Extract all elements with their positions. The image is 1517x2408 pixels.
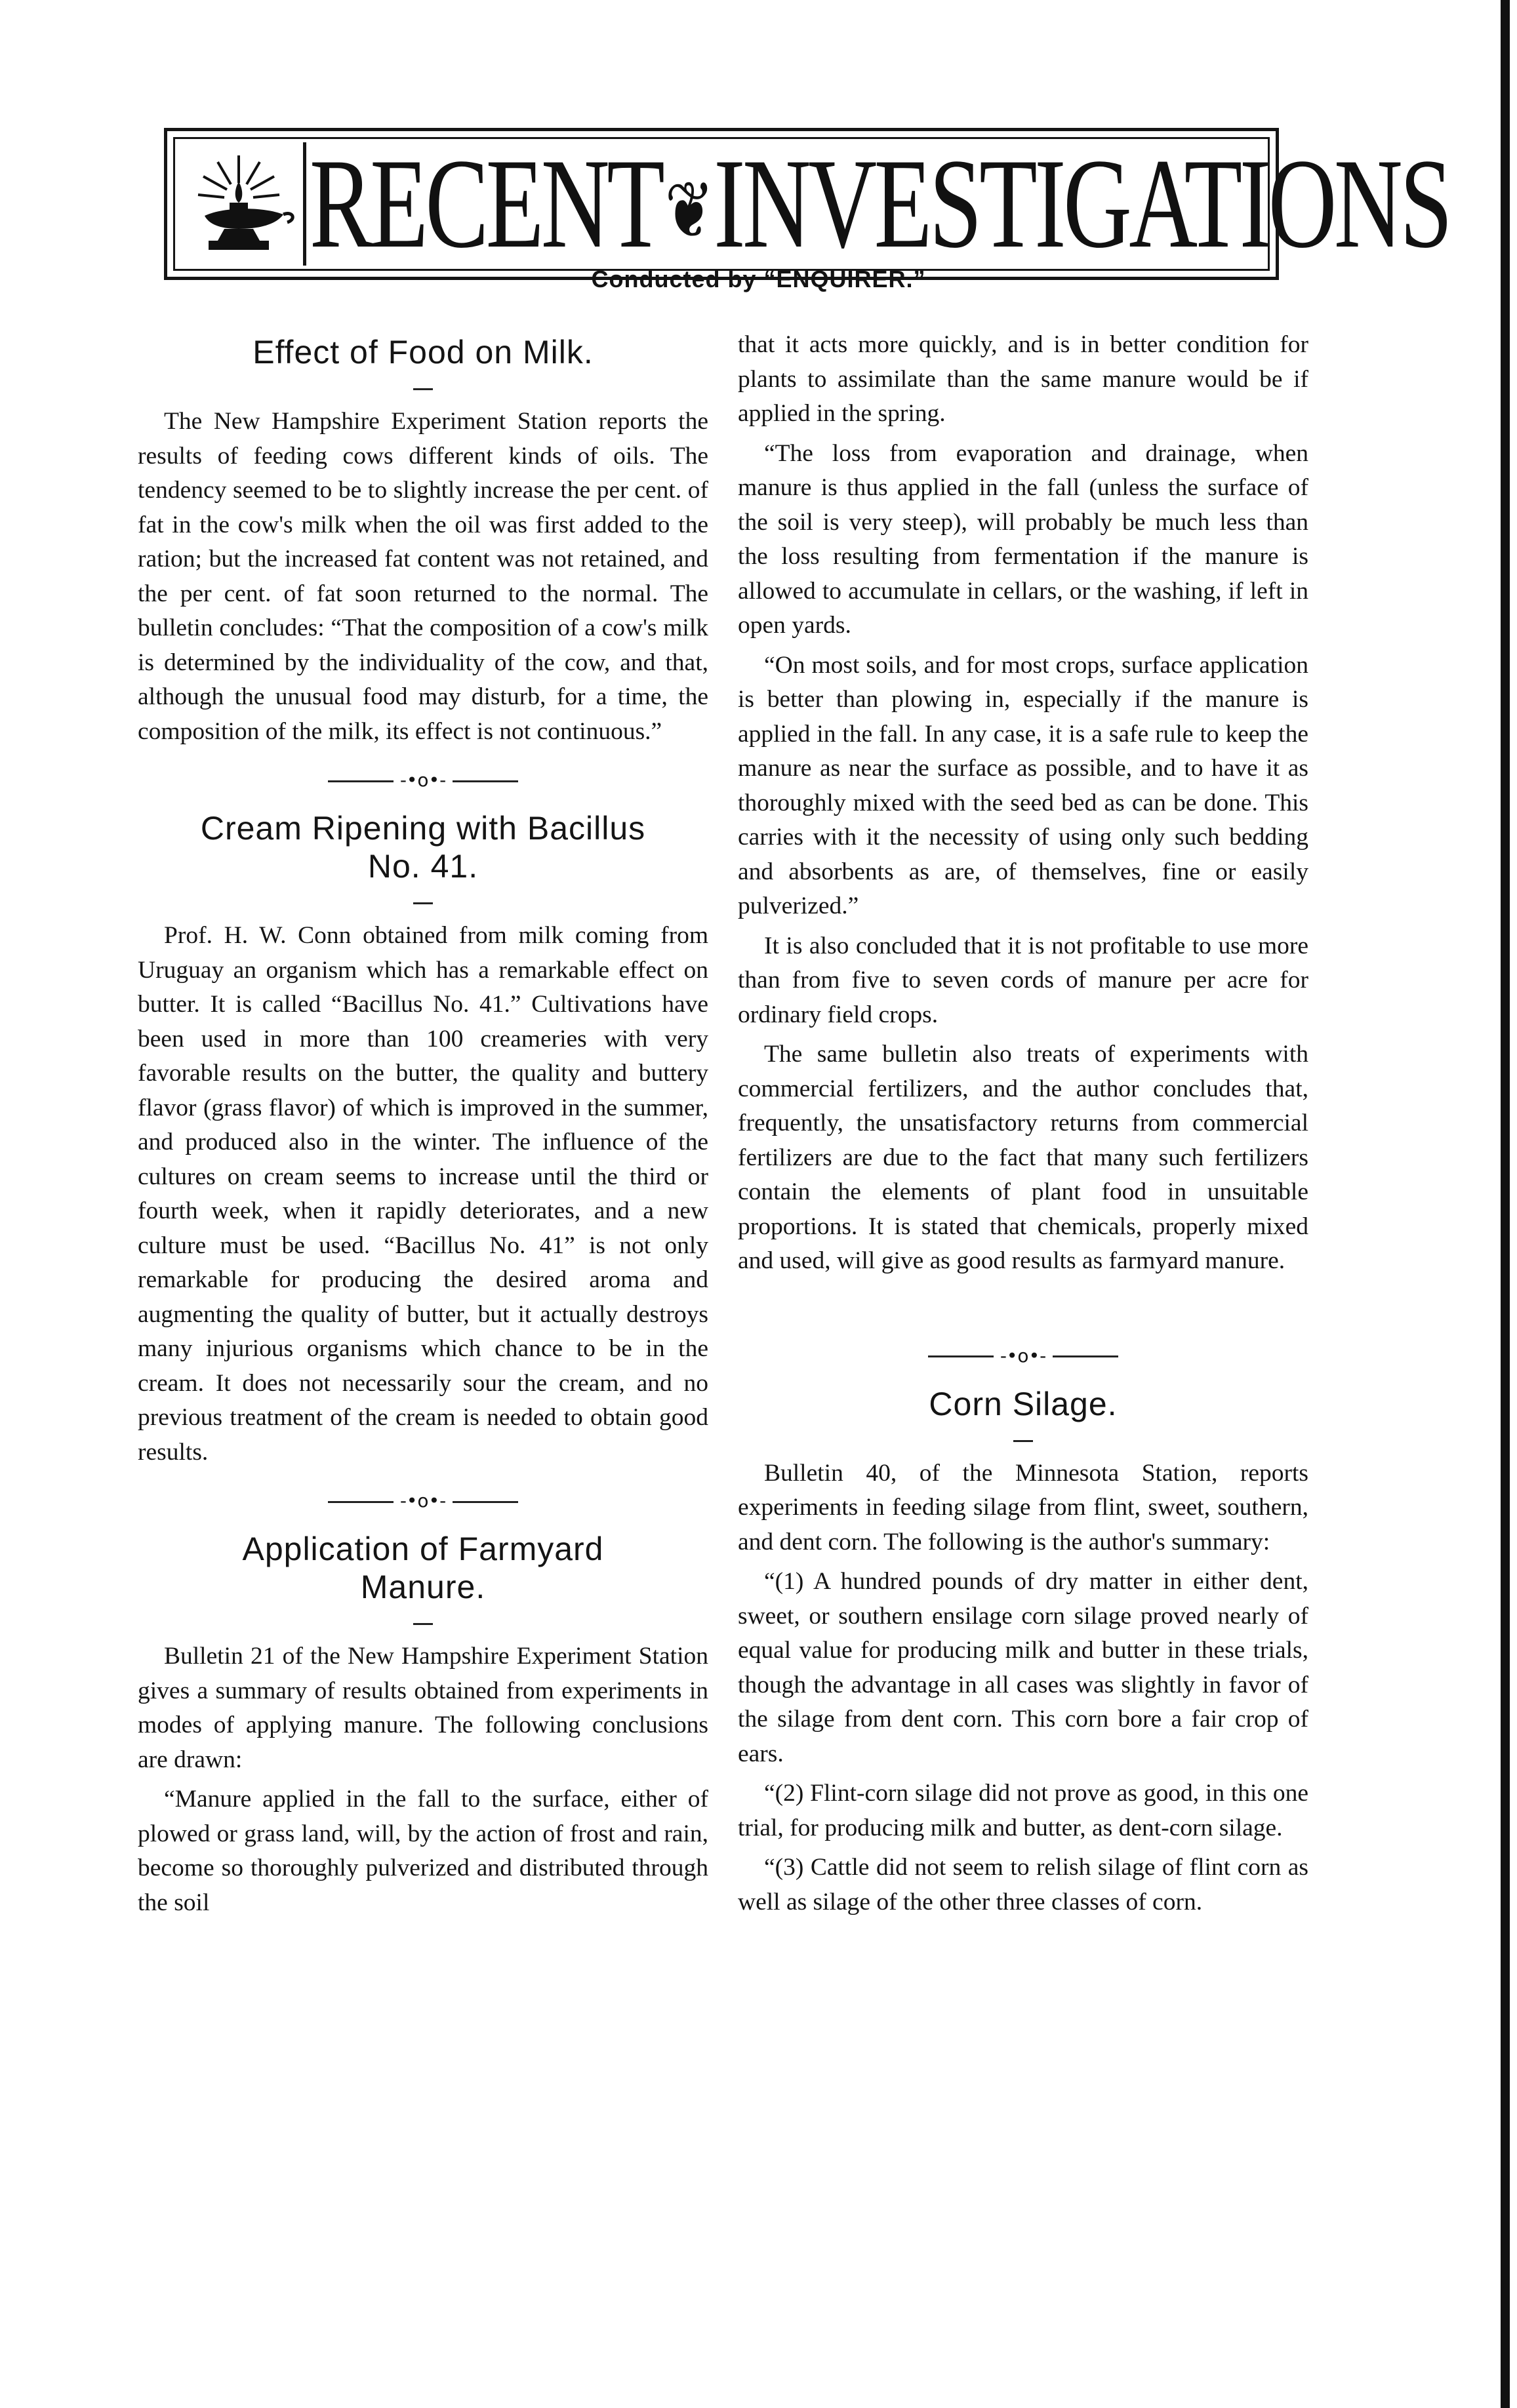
divider-rule	[328, 780, 394, 782]
heading-line: Manure.	[360, 1569, 486, 1605]
divider-rule	[453, 1501, 518, 1503]
masthead-title	[310, 132, 1450, 275]
heading-dash	[1013, 1440, 1033, 1442]
divider-rule	[928, 1355, 994, 1357]
divider-ornament-icon: -•o•-	[399, 1490, 447, 1512]
title-separator-ornament: ❦	[664, 167, 711, 254]
article-paragraph: The same bulletin also treats of experiments with commercial fertilizers, and the author concludes that, frequently, the unsatisfactory returns from commercial fertilizers are due to the fact that many such fertilizers contain the elements of plant food in unsuitable proportions. It is stated that chemicals, properly mixed and used, will give as good results as farmyard manure.	[738, 1041, 1308, 1274]
article-paragraph: “(3) Cattle did not seem to relish silage of flint corn as well as silage of the other three classes of corn.	[738, 1854, 1308, 1916]
left-column	[138, 308, 708, 1920]
divider-rule	[328, 1501, 394, 1503]
article-heading-effect-of-food: Effect of Food on Milk.	[253, 334, 594, 371]
title-part-investigations: INVESTIGATIONS	[714, 132, 1450, 275]
article-paragraph: Bulletin 40, of the Minnesota Station, reports experiments in feeding silage from flint, sweet, southern, and dent corn. The following is the author's summary:	[738, 1459, 1308, 1555]
article-paragraph: Prof. H. W. Conn obtained from milk coming from Uruguay an organism which has a remarkable effect on butter. It is called “Bacillus No. 41.” Cultivations have been used in more than 100 creameries with very favorable results on the butter, the quality and buttery flavor (grass flavor) of which is improved in the summer, and produced also in the winter. The influence of the cultures on cream seems to increase until the third or fourth week, when it rapidly deteriorates, and a new culture must be used. “Bacillus No. 41” is not only remarkable for producing the desired aroma and augmenting the quality of butter, but it actually destroys many injurious organisms which chance to be in the cream. It does not necessarily sour the cream, and no previous treatment of the cream is needed to obtain good results.	[138, 922, 708, 1466]
heading-line: Application of Farmyard	[242, 1531, 604, 1567]
divider-ornament-icon: -•o•-	[1000, 1344, 1047, 1367]
heading-dash	[413, 1623, 433, 1625]
section-divider	[738, 1344, 1308, 1367]
masthead-title-box	[310, 132, 1450, 275]
article-heading-cream-ripening	[138, 809, 708, 885]
article-heading-farmyard-manure	[138, 1530, 708, 1606]
article-paragraph: “(2) Flint-corn silage did not prove as good, in this one trial, for producing milk and butter, as dent-corn silage.	[738, 1780, 1308, 1841]
divider-ornament-icon: -•o•-	[399, 769, 447, 791]
section-divider	[138, 1492, 708, 1510]
conducted-by-line: Conducted by “ENQUIRER.”	[591, 266, 926, 292]
article-paragraph: It is also concluded that it is not profitable to use more than from five to seven cords of manure per acre for ordinary field crops.	[738, 932, 1308, 1028]
page-edge-rule	[1501, 0, 1510, 2408]
heading-line: Cream Ripening with Bacillus	[200, 810, 646, 847]
spacer	[738, 1279, 1308, 1325]
title-part-recent: RECENT	[310, 132, 662, 275]
oil-lamp-icon	[178, 142, 300, 266]
lamp-emblem	[178, 142, 306, 266]
divider-rule	[1053, 1355, 1118, 1357]
masthead	[164, 128, 1450, 280]
heading-dash	[413, 388, 433, 390]
heading-line: No. 41.	[367, 848, 479, 885]
section-divider	[138, 771, 708, 790]
article-paragraph: “On most soils, and for most crops, surface application is better than plowing in, especially if the manure is applied in the fall. In any case, it is a safe rule to keep the manure as near the surface as possible, and to have it as thoroughly mixed with the seed bed as can be done. This carries with it the necessity of using only such bedding and absorbents as are, of themselves, fine or easily pulverized.”	[738, 651, 1308, 919]
heading-dash	[413, 902, 433, 904]
article-paragraph-continued: that it acts more quickly, and is in better condition for plants to assimilate than the same manure would be if applied in the spring.	[738, 331, 1308, 427]
article-paragraph: The New Hampshire Experiment Station reports the results of feeding cows different kinds of oils. The tendency seemed to be to slightly increase the per cent. of fat in the cow's milk when the oil was first added to the ration; but the increased fat content was not retained, and the per cent. of fat soon returned to the normal. The bulletin concludes: “That the composition of a cow's milk is determined by the individuality of the cow, and that, although the unusual food may disturb, for a time, the composition of the milk, its effect is not continuous.”	[138, 408, 708, 745]
right-column	[738, 328, 1308, 1919]
article-paragraph: “The loss from evaporation and drainage, when manure is thus applied in the fall (unless the surface of the soil is very steep), will probably be much less than the loss resulting from fermentation if the manure is allowed to accumulate in cellars, or the washing, if left in open yards.	[738, 439, 1308, 639]
article-heading-corn-silage: Corn Silage.	[929, 1385, 1118, 1422]
article-paragraph: “Manure applied in the fall to the surface, either of plowed or grass land, will, by the action of frost and rain, become so thoroughly pulverized and distributed through the soil	[138, 1786, 708, 1916]
article-paragraph: “(1) A hundred pounds of dry matter in either dent, sweet, or southern ensilage corn silage proved nearly of equal value for producing milk and butter in these trials, though the advantage in all cases was slightly in favor of the silage from dent corn. This corn bore a fair crop of ears.	[738, 1568, 1308, 1767]
article-paragraph: Bulletin 21 of the New Hampshire Experiment Station gives a summary of results obtained from experiments in modes of applying manure. The following conclusions are drawn:	[138, 1643, 708, 1773]
divider-rule	[453, 780, 518, 782]
